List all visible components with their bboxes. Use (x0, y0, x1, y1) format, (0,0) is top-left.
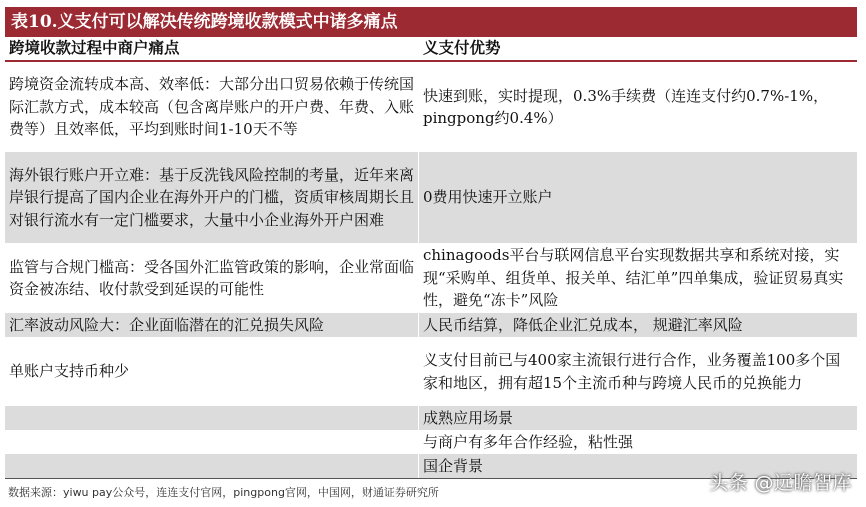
pain-points-table (5, 37, 857, 478)
table-row (5, 406, 857, 430)
advantage-cell: 与商户有多年合作经验，粘性强 (418, 430, 857, 454)
advantage-cell: 0费用快速开立账户 (418, 152, 857, 243)
pain-point-cell: 汇率波动风险大：企业面临潜在的汇兑损失风险 (9, 315, 325, 334)
data-source-note: 数据来源：yiwu pay公众号，连连支付官网，pingpong官网，中国网，财通证券研究所 (8, 486, 439, 499)
header-pain-points: 跨境收款过程中商户痛点 (9, 38, 180, 58)
pain-point-cell: 跨境资金流转成本高、效率低：大部分出口贸易依赖于传统国际汇款方式，成本较高（包含离岸账户的开户费、年费、入账费等）且效率低，平均到账时间1-10天不等 (9, 75, 415, 139)
advantage-cell: chinagoods平台与联网信息平台实现数据共享和系统对接，实现“采购单、组货单、报关单、结汇单”四单集成，验证贸易真实性，避免“冻卡”风险 (418, 243, 857, 313)
pain-point-cell: 海外银行账户开立难：基于反洗钱风险控制的考量，近年来离岸银行提高了国内企业在海外开户的门槛，资质审核周期长且对银行流水有一定门槛要求，大量中小企业海外开户困难 (9, 165, 415, 229)
header-advantages: 义支付优势 (418, 37, 857, 60)
pain-point-cell: 监管与合规门槛高：受各国外汇监管政策的影响，企业常面临资金被冻结、收付款受到延误的可能性 (9, 257, 415, 298)
table-row (5, 152, 857, 243)
table-row (5, 62, 857, 152)
table-row (5, 430, 857, 454)
advantage-cell: 义支付目前已与400家主流银行进行合作，业务覆盖100多个国家和地区，拥有超15个主流币种与跨境人民币的兑换能力 (418, 337, 857, 406)
advantage-cell: 成熟应用场景 (418, 406, 857, 430)
table-header-row (5, 37, 857, 62)
advantage-cell: 快速到账，实时提现，0.3%手续费（连连支付约0.7%-1%，pingpong约0.4%） (418, 62, 857, 152)
advantage-cell: 人民币结算，降低企业汇兑成本， 规避汇率风险 (418, 313, 857, 337)
pain-point-cell (5, 454, 418, 478)
table-row (5, 313, 857, 337)
table-row (5, 337, 857, 406)
table-row (5, 243, 857, 313)
watermark: 头条 @远瞻智库 (708, 472, 852, 494)
pain-point-cell (5, 406, 418, 430)
pain-point-cell: 单账户支持币种少 (9, 362, 130, 381)
advantage-cell: 国企背景 (418, 454, 857, 478)
table-title: 表10.义支付可以解决传统跨境收款模式中诸多痛点 (5, 7, 857, 37)
pain-point-cell (5, 430, 418, 454)
